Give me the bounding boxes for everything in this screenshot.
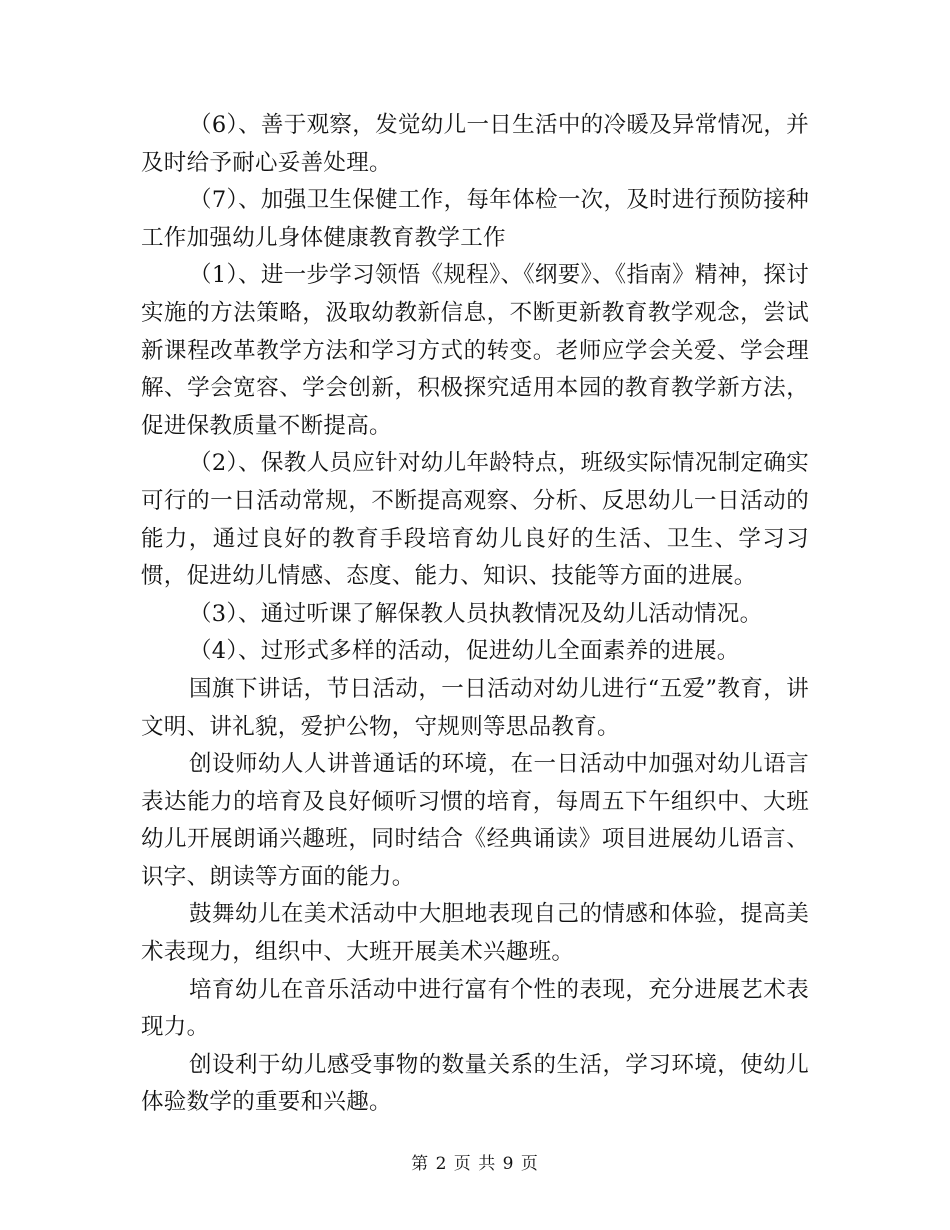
document-body bbox=[141, 107, 809, 1122]
paragraph-4: （2）、保教人员应针对幼儿年龄特点，班级实际情况制定确实可行的一日活动常规，不断提高观察、分析、反思幼儿一日活动的能力，通过良好的教育手段培育幼儿良好的生活、卫生、学习习惯，促进幼儿情感、态度、能力、知识、技能等方面的进展。 bbox=[141, 450, 809, 590]
paragraph-7: 国旗下讲话，节日活动，一日活动对幼儿进行“五爱”教育，讲文明、讲礼貌，爱护公物，守规则等思品教育。 bbox=[141, 675, 809, 740]
page-footer bbox=[0, 1152, 950, 1176]
paragraph-9: 鼓舞幼儿在美术活动中大胆地表现自己的情感和体验，提高美术表现力，组织中、大班开展美术兴趣班。 bbox=[141, 901, 809, 966]
paragraph-2: （7）、加强卫生保健工作，每年体检一次，及时进行预防接种工作加强幼儿身体健康教育教学工作 bbox=[141, 187, 809, 251]
paragraph-3: （1）、进一步学习领悟《规程》、《纲要》、《指南》精神，探讨实施的方法策略，汲取幼教新信息，不断更新教育教学观念，尝试新课程改革教学方法和学习方式的转变。老师应学会关爱、学会理解、学会宽容、学会创新，积极探究适用本园的教育教学新方法，促进保教质量不断提高。 bbox=[141, 262, 809, 439]
paragraph-8: 创设师幼人人讲普通话的环境，在一日活动中加强对幼儿语言表达能力的培育及良好倾听习惯的培育，每周五下午组织中、大班幼儿开展朗诵兴趣班，同时结合《经典诵读》项目进展幼儿语言、识字、朗读等方面的能力。 bbox=[141, 751, 809, 890]
page-number-text: 第 2 页 共 9 页 bbox=[411, 1154, 539, 1174]
paragraph-5: （3）、通过听课了解保教人员执教情况及幼儿活动情况。 bbox=[189, 600, 763, 627]
paragraph-10: 培育幼儿在音乐活动中进行富有个性的表现，充分进展艺术表现力。 bbox=[141, 976, 809, 1041]
paragraph-6: （4）、过形式多样的活动，促进幼儿全面素养的进展。 bbox=[189, 638, 740, 665]
paragraph-11: 创设利于幼儿感受事物的数量关系的生活，学习环境，使幼儿体验数学的重要和兴趣。 bbox=[141, 1051, 809, 1116]
paragraph-1: （6）、善于观察，发觉幼儿一日生活中的冷暖及异常情况，并及时给予耐心妥善处理。 bbox=[141, 112, 809, 176]
